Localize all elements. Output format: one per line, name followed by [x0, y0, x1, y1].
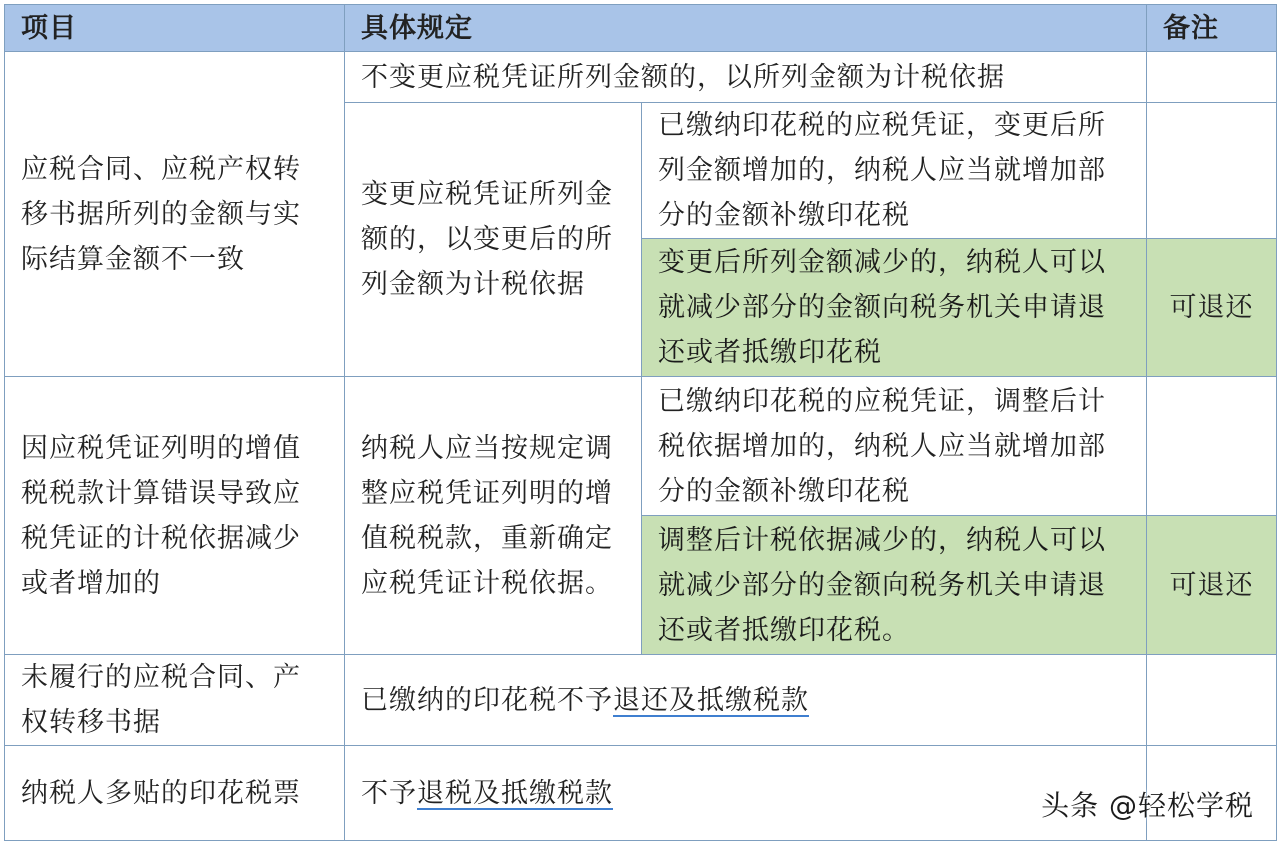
table-row — [5, 52, 1277, 103]
item-cell: 因应税凭证列明的增值税税款计算错误导致应税凭证的计税依据减少或者增加的 — [5, 377, 345, 655]
stamp-tax-rules-table — [4, 4, 1277, 841]
rule-linked-text: 退税及抵缴税款 — [417, 777, 613, 809]
rule-text: 不予 — [361, 777, 417, 809]
rule-cell: 纳税人应当按规定调整应税凭证列明的增值税税款，重新确定应税凭证计税依据。 — [345, 377, 642, 655]
detail-cell: 已缴纳印花税的应税凭证，变更后所列金额增加的，纳税人应当就增加部分的金额补缴印花税 — [642, 103, 1147, 239]
detail-cell: 已缴纳印花税的应税凭证，调整后计税依据增加的，纳税人应当就增加部分的金额补缴印花税 — [642, 377, 1147, 516]
note-cell — [1147, 103, 1277, 239]
table-row — [5, 655, 1277, 746]
watermark: 头条 @轻松学税 — [1041, 789, 1254, 822]
rule-cell — [345, 655, 1147, 746]
item-cell: 纳税人多贴的印花税票 — [5, 746, 345, 841]
note-cell-refundable: 可退还 — [1147, 516, 1277, 655]
table-row — [5, 377, 1277, 516]
detail-cell-highlight: 调整后计税依据减少的，纳税人可以就减少部分的金额向税务机关申请退还或者抵缴印花税。 — [642, 516, 1147, 655]
note-cell — [1147, 377, 1277, 516]
note-cell — [1147, 655, 1277, 746]
note-cell-refundable: 可退还 — [1147, 239, 1277, 377]
item-cell: 未履行的应税合同、产权转移书据 — [5, 655, 345, 746]
header-rule: 具体规定 — [345, 5, 1147, 52]
rule-cell: 变更应税凭证所列金额的，以变更后的所列金额为计税依据 — [345, 103, 642, 377]
item-cell: 应税合同、应税产权转移书据所列的金额与实际结算金额不一致 — [5, 52, 345, 377]
detail-cell-highlight: 变更后所列金额减少的，纳税人可以就减少部分的金额向税务机关申请退还或者抵缴印花税 — [642, 239, 1147, 377]
rule-cell — [345, 746, 1147, 841]
rule-cell: 不变更应税凭证所列金额的，以所列金额为计税依据 — [345, 52, 1147, 103]
rule-text: 已缴纳的印花税不予 — [361, 684, 613, 716]
rule-linked-text: 退还及抵缴税款 — [613, 684, 809, 716]
note-cell — [1147, 52, 1277, 103]
header-row — [5, 5, 1277, 52]
header-item: 项目 — [5, 5, 345, 52]
header-note: 备注 — [1147, 5, 1277, 52]
